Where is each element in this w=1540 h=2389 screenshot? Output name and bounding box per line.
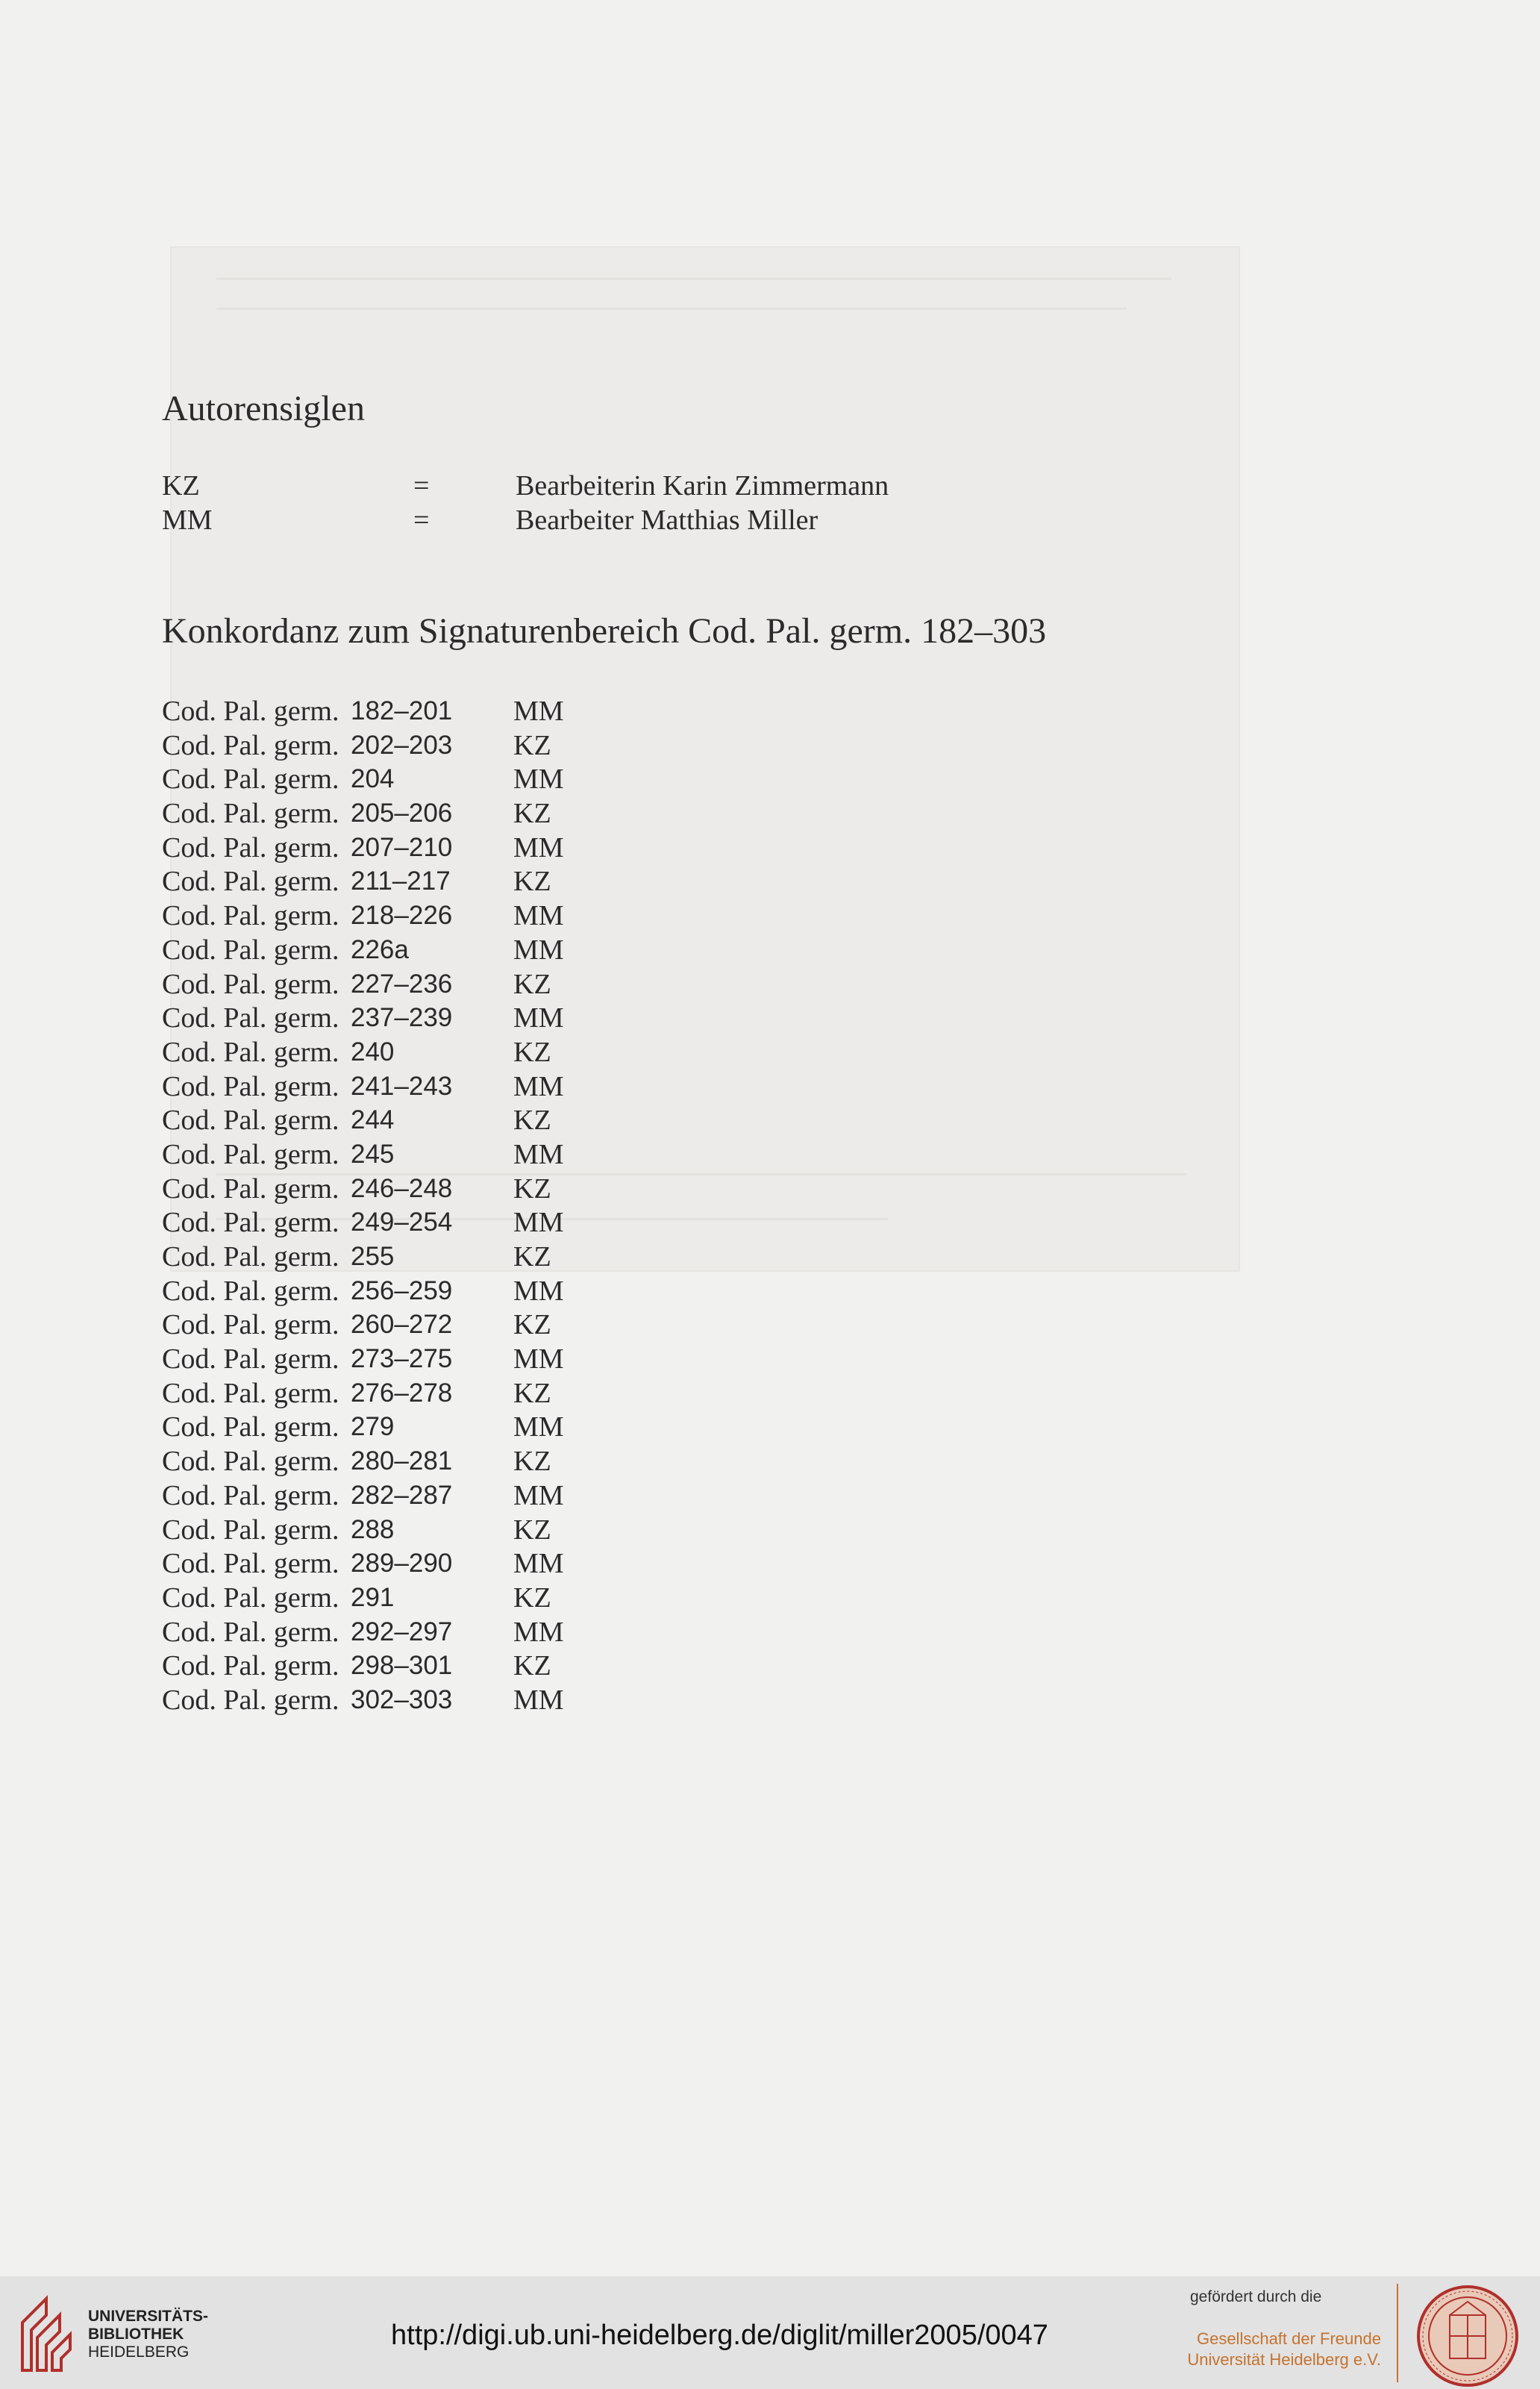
signature-prefix: Cod. Pal. germ. [162,1377,339,1409]
signature-number: 207–210 [351,832,453,862]
library-logo-icon [16,2293,75,2376]
author-siglum: MM [513,831,564,864]
author-siglum: MM [513,1138,564,1170]
siglen-description: Bearbeiterin Karin Zimmermann [516,470,889,502]
signature-prefix: Cod. Pal. germ. [162,1241,339,1272]
signature-prefix: Cod. Pal. germ. [162,1207,339,1239]
signature-prefix: Cod. Pal. germ. [162,1002,339,1034]
author-siglum: KZ [513,1514,551,1546]
signature-prefix: Cod. Pal. germ. [162,1036,339,1068]
signature-number: 226a [351,934,409,964]
author-siglum: KZ [513,1650,551,1682]
author-siglum: KZ [513,1241,551,1272]
signature-prefix: Cod. Pal. germ. [162,934,339,966]
author-siglum: KZ [513,1377,551,1409]
signature-prefix: Cod. Pal. germ. [162,1105,339,1137]
signature-prefix: Cod. Pal. germ. [162,900,339,932]
signature-prefix: Cod. Pal. germ. [162,798,339,830]
signature-number: 227–236 [351,969,453,999]
siglen-description: Bearbeiter Matthias Miller [516,505,818,536]
konkordanz-heading: Konkordanz zum Signaturenbereich Cod. Pal. germ. 182–303 [162,611,1047,651]
signature-number: 289–290 [351,1549,453,1578]
signature-prefix: Cod. Pal. germ. [162,1514,339,1546]
author-siglum: KZ [513,1172,551,1205]
signature-number: 276–278 [351,1378,453,1408]
sponsor-name: Gesellschaft der Freunde Universität Heidelberg e.V. [1187,2329,1381,2369]
author-siglum: MM [513,934,564,966]
signature-prefix: Cod. Pal. germ. [162,1548,339,1580]
author-siglum: MM [513,1207,564,1239]
signature-number: 273–275 [351,1344,453,1374]
signature-prefix: Cod. Pal. germ. [162,1138,339,1170]
signature-number: 211–217 [351,866,451,896]
signature-number: 291 [351,1582,395,1612]
signature-number: 279 [351,1412,395,1442]
signature-number: 249–254 [351,1208,453,1237]
signature-prefix: Cod. Pal. germ. [162,1446,339,1478]
signature-number: 182–201 [351,696,453,725]
signature-number: 218–226 [351,901,453,931]
signature-prefix: Cod. Pal. germ. [162,696,339,727]
signature-number: 256–259 [351,1275,453,1305]
signature-prefix: Cod. Pal. germ. [162,729,339,761]
signature-number: 244 [351,1105,395,1135]
signature-number: 240 [351,1037,395,1067]
signature-prefix: Cod. Pal. germ. [162,1411,339,1443]
signature-prefix: Cod. Pal. germ. [162,1581,339,1614]
permalink-url[interactable]: http://digi.ub.uni-heidelberg.de/diglit/miller2005/0047 [391,2320,1048,2351]
author-siglum: MM [513,1684,564,1716]
signature-prefix: Cod. Pal. germ. [162,763,339,796]
signature-prefix: Cod. Pal. germ. [162,968,339,1000]
author-siglum: MM [513,696,564,727]
university-seal-icon [1415,2284,1520,2388]
signature-number: 205–206 [351,799,453,828]
signature-number: 280–281 [351,1446,453,1476]
signature-number: 302–303 [351,1684,453,1714]
author-siglum: KZ [513,1105,551,1137]
siglen-code: MM [162,505,213,536]
signature-number: 282–287 [351,1480,453,1510]
signature-prefix: Cod. Pal. germ. [162,866,339,898]
signature-prefix: Cod. Pal. germ. [162,831,339,864]
author-siglum: KZ [513,866,551,898]
author-siglum: MM [513,1616,564,1648]
signature-prefix: Cod. Pal. germ. [162,1070,339,1102]
author-siglum: MM [513,1479,564,1511]
signature-prefix: Cod. Pal. germ. [162,1275,339,1307]
autorensiglen-heading: Autorensiglen [162,389,365,428]
signature-number: 241–243 [351,1071,453,1101]
author-siglum: KZ [513,968,551,1000]
author-siglum: KZ [513,1446,551,1478]
author-siglum: MM [513,1070,564,1102]
signature-prefix: Cod. Pal. germ. [162,1172,339,1205]
footer-divider [1397,2284,1398,2382]
signature-number: 260–272 [351,1310,453,1340]
author-siglum: KZ [513,1581,551,1614]
library-name: UNIVERSITÄTS- BIBLIOTHEK HEIDELBERG [88,2308,209,2361]
signature-number: 204 [351,764,395,794]
author-siglum: KZ [513,1309,551,1341]
signature-number: 245 [351,1139,395,1169]
signature-number: 237–239 [351,1003,453,1033]
siglen-equals: = [413,505,430,536]
author-siglum: MM [513,763,564,796]
signature-number: 288 [351,1514,395,1544]
signature-prefix: Cod. Pal. germ. [162,1309,339,1341]
siglen-code: KZ [162,470,200,502]
siglen-equals: = [413,470,430,502]
signature-number: 202–203 [351,730,453,760]
signature-prefix: Cod. Pal. germ. [162,1684,339,1716]
author-siglum: MM [513,1275,564,1307]
signature-prefix: Cod. Pal. germ. [162,1479,339,1511]
author-siglum: MM [513,1548,564,1580]
author-siglum: MM [513,1411,564,1443]
author-siglum: KZ [513,729,551,761]
signature-number: 255 [351,1242,395,1271]
author-siglum: MM [513,1002,564,1034]
signature-number: 298–301 [351,1651,453,1681]
signature-prefix: Cod. Pal. germ. [162,1650,339,1682]
signature-number: 292–297 [351,1617,453,1646]
footer-bar [0,2276,1540,2389]
author-siglum: MM [513,1343,564,1375]
author-siglum: MM [513,900,564,932]
sponsor-label: gefördert durch die [1190,2288,1322,2305]
author-siglum: KZ [513,1036,551,1068]
signature-prefix: Cod. Pal. germ. [162,1343,339,1375]
signature-prefix: Cod. Pal. germ. [162,1616,339,1648]
author-siglum: KZ [513,798,551,830]
signature-number: 246–248 [351,1173,453,1203]
